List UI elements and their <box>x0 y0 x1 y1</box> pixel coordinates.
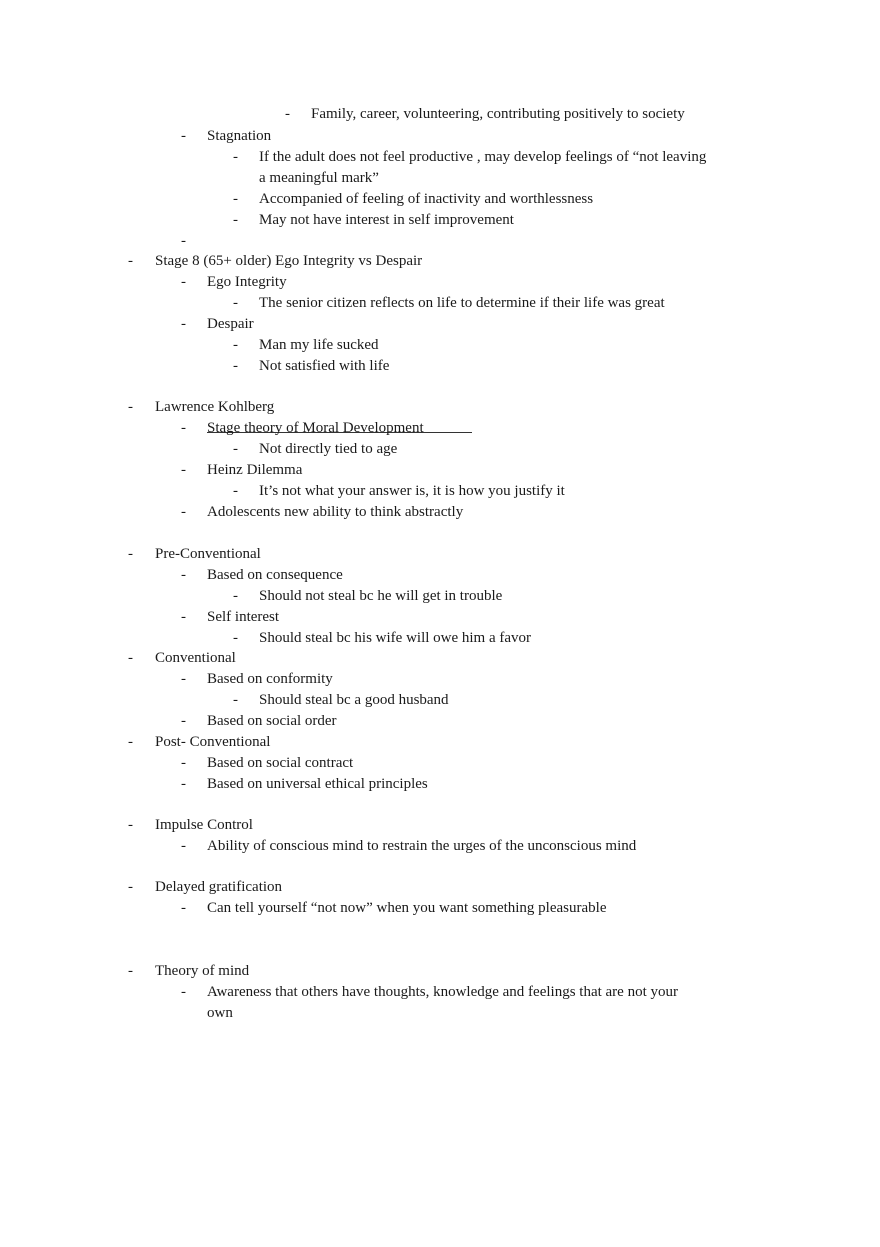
outline-item-level-1: Pre-Conventional <box>155 546 261 562</box>
outline-item-level-3: Not directly tied to age <box>259 441 398 457</box>
bullet-dash: - <box>181 504 186 520</box>
bullet-dash: - <box>128 399 133 415</box>
bullet-dash: - <box>233 358 238 374</box>
outline-item-level-2: Can tell yourself “not now” when you want something pleasurable <box>207 900 607 916</box>
outline-item-level-3: May not have interest in self improvement <box>259 212 514 228</box>
outline-item-level-3: It’s not what your answer is, it is how you justify it <box>259 483 565 499</box>
bullet-dash: - <box>233 630 238 646</box>
outline-item-level-2: Based on conformity <box>207 671 333 687</box>
outline-item-level-1: Conventional <box>155 650 236 666</box>
bullet-dash: - <box>128 734 133 750</box>
outline-item-level-3: The senior citizen reflects on life to determine if their life was great <box>259 295 665 311</box>
bullet-dash: - <box>181 984 186 1000</box>
bullet-dash: - <box>181 274 186 290</box>
bullet-dash: - <box>233 337 238 353</box>
outline-item-level-3: Should steal bc his wife will owe him a favor <box>259 630 532 646</box>
bullet-dash: - <box>233 295 238 311</box>
bullet-dash: - <box>181 713 186 729</box>
bullet-dash: - <box>181 567 186 583</box>
outline-item-level-2: Stagnation <box>207 128 272 144</box>
bullet-dash: - <box>233 212 238 228</box>
outline-item-level-3: a meaningful mark” <box>259 170 379 186</box>
outline-item-level-1: Delayed gratification <box>155 879 283 895</box>
bullet-dash: - <box>181 420 186 436</box>
outline-item-level-2: Based on social contract <box>207 755 354 771</box>
outline-item-level-3: If the adult does not feel productive , may develop feelings of “not leaving <box>259 149 707 165</box>
outline-item-level-2: Ability of conscious mind to restrain the urges of the unconscious mind <box>207 838 637 854</box>
outline-item-level-2: Awareness that others have thoughts, knowledge and feelings that are not your <box>207 984 678 1000</box>
bullet-dash: - <box>181 900 186 916</box>
outline-item-level-3: Not satisfied with life <box>259 358 390 374</box>
bullet-dash: - <box>233 191 238 207</box>
bullet-dash: - <box>128 963 133 979</box>
bullet-dash: - <box>181 609 186 625</box>
bullet-dash: - <box>128 817 133 833</box>
bullet-dash: - <box>181 128 186 144</box>
outline-item-level-3: Accompanied of feeling of inactivity and worthlessness <box>259 191 594 207</box>
bullet-dash: - <box>285 106 290 122</box>
outline-item-level-2: Heinz Dilemma <box>207 462 303 478</box>
outline-item-level-1: Lawrence Kohlberg <box>155 399 275 415</box>
bullet-dash: - <box>128 879 133 895</box>
bullet-dash: - <box>233 692 238 708</box>
outline-item-level-1: Impulse Control <box>155 817 253 833</box>
bullet-dash: - <box>128 546 133 562</box>
bullet-dash: - <box>181 755 186 771</box>
bullet-dash: - <box>233 588 238 604</box>
bullet-dash: - <box>181 316 186 332</box>
outline-item-level-2: Based on social order <box>207 713 337 729</box>
outline-item-level-2: own <box>207 1005 233 1021</box>
outline-item-level-2: Based on universal ethical principles <box>207 776 428 792</box>
bullet-dash: - <box>233 441 238 457</box>
bullet-dash: - <box>181 233 186 249</box>
bullet-dash: - <box>181 462 186 478</box>
outline-item-level-1: Theory of mind <box>155 963 250 979</box>
bullet-dash: - <box>128 253 133 269</box>
bullet-dash: - <box>128 650 133 666</box>
outline-item-level-2: Based on consequence <box>207 567 343 583</box>
outline-item-level-2: Despair <box>207 316 254 332</box>
outline-item-level-2: Stage theory of Moral Development <box>207 420 424 436</box>
outline-item-level-1: Post- Conventional <box>155 734 271 750</box>
bullet-dash: - <box>233 149 238 165</box>
outline-item-level-2: Self interest <box>207 609 280 625</box>
outline-item-level-2: Ego Integrity <box>207 274 287 290</box>
outline-item-level-3: Family, career, volunteering, contributing positively to society <box>311 106 685 122</box>
bullet-dash: - <box>181 838 186 854</box>
outline-item-level-3: Man my life sucked <box>259 337 379 353</box>
outline-item-level-3: Should not steal bc he will get in trouble <box>259 588 503 604</box>
bullet-dash: - <box>181 671 186 687</box>
outline-item-level-2: Adolescents new ability to think abstractly <box>207 504 464 520</box>
bullet-dash: - <box>181 776 186 792</box>
outline-item-level-3: Should steal bc a good husband <box>259 692 449 708</box>
bullet-dash: - <box>233 483 238 499</box>
outline-item-level-1: Stage 8 (65+ older) Ego Integrity vs Despair <box>155 253 423 269</box>
